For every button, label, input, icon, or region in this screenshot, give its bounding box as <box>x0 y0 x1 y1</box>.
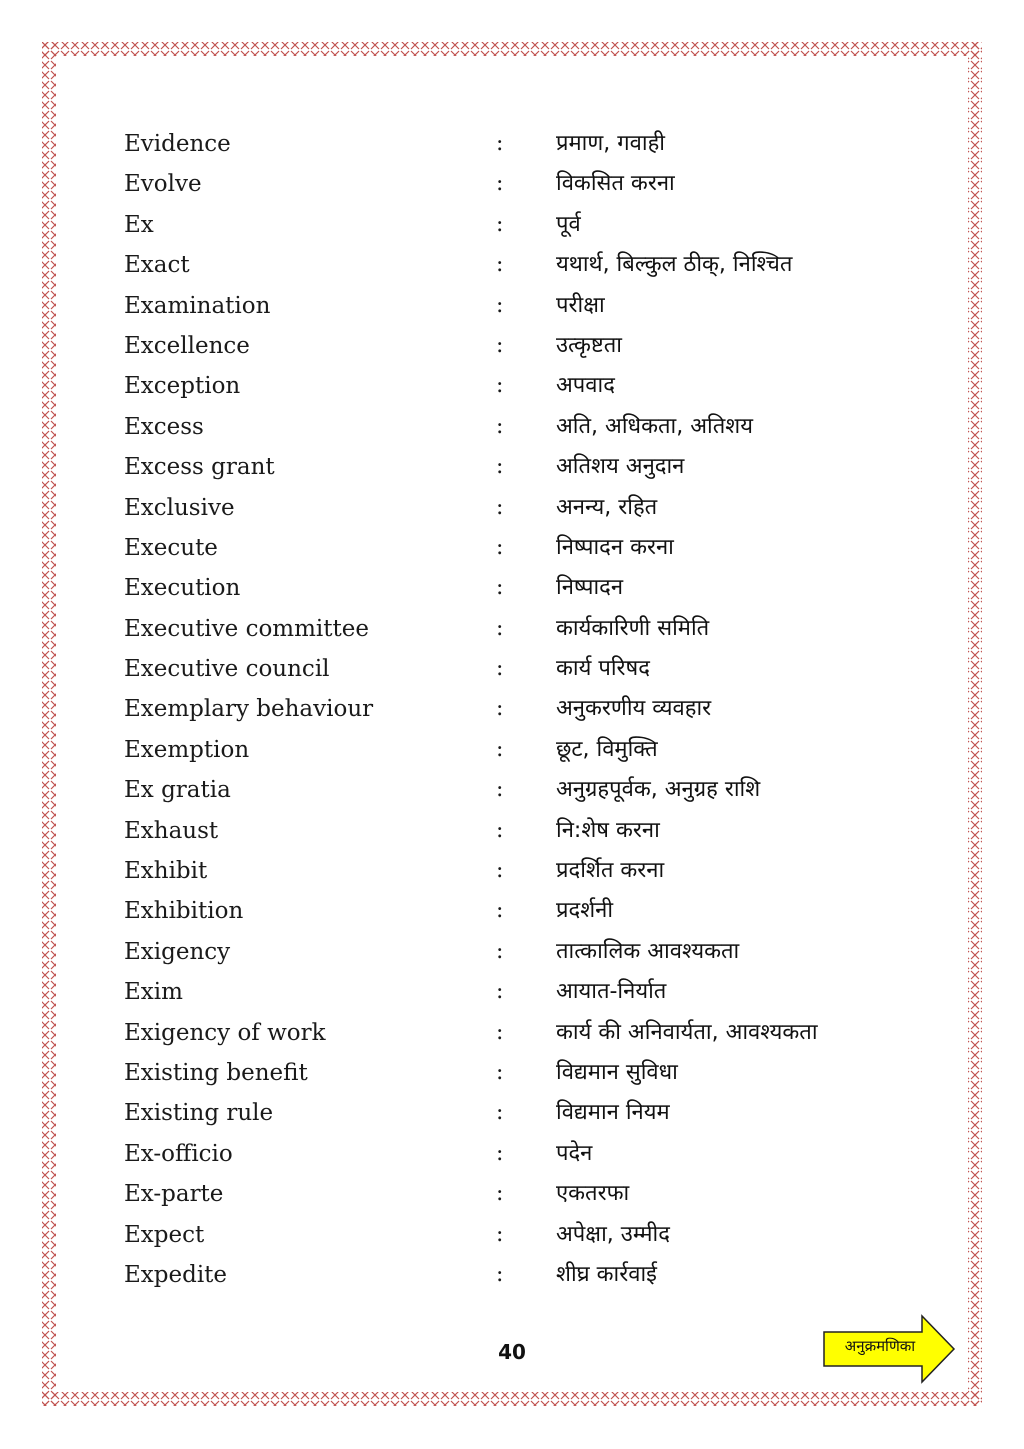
glossary-row <box>124 649 944 689</box>
hindi-meaning: यथार्थ, बिल्कुल ठीक्, निश्चित <box>556 252 793 278</box>
index-button-label: अनुक्रमणिका <box>844 1337 916 1355</box>
glossary-row <box>124 1134 944 1174</box>
glossary-row <box>124 326 944 366</box>
glossary-row <box>124 245 944 285</box>
glossary-row <box>124 932 944 972</box>
separator: : <box>496 736 504 762</box>
glossary-list <box>124 124 944 1295</box>
separator: : <box>496 1059 504 1085</box>
term: Exigency of work <box>124 1019 326 1046</box>
hindi-meaning: विकसित करना <box>556 171 675 197</box>
term: Exclusive <box>124 494 235 521</box>
term: Evidence <box>124 131 231 157</box>
term: Exhibition <box>124 898 244 925</box>
separator: : <box>496 494 504 520</box>
separator: : <box>496 898 504 924</box>
separator: : <box>496 171 504 197</box>
glossary-row <box>124 1093 944 1133</box>
hindi-meaning: कार्य परिषद <box>556 656 650 682</box>
term: Expect <box>124 1221 205 1248</box>
glossary-row <box>124 609 944 649</box>
term: Exim <box>124 979 183 1006</box>
glossary-row <box>124 568 944 608</box>
separator: : <box>496 938 504 964</box>
separator: : <box>496 615 504 641</box>
separator: : <box>496 979 504 1005</box>
separator: : <box>496 777 504 803</box>
hindi-meaning: शीघ्र कार्रवाई <box>556 1261 657 1287</box>
hindi-meaning: अनुग्रहपूर्वक, अनुग्रह राशि <box>556 777 761 803</box>
term: Ex gratia <box>124 777 231 804</box>
glossary-row <box>124 1174 944 1214</box>
hindi-meaning: उत्कृष्टता <box>556 332 622 358</box>
glossary-row <box>124 205 944 245</box>
term: Exception <box>124 373 241 400</box>
separator: : <box>496 1100 504 1126</box>
hindi-meaning: नि:शेष करना <box>556 817 660 843</box>
term: Existing rule <box>124 1100 274 1127</box>
term: Exemplary behaviour <box>124 696 374 723</box>
term: Exact <box>124 252 190 279</box>
hindi-meaning: अपवाद <box>556 373 615 399</box>
glossary-row <box>124 124 944 164</box>
separator: : <box>496 211 504 237</box>
hindi-meaning: अतिशय अनुदान <box>556 454 685 480</box>
hindi-meaning: निष्पादन <box>556 575 624 601</box>
term: Ex-officio <box>124 1140 233 1167</box>
hindi-meaning: विद्यमान नियम <box>556 1100 670 1126</box>
glossary-row <box>124 1255 944 1295</box>
glossary-row <box>124 164 944 204</box>
hindi-meaning: पदेन <box>556 1140 593 1166</box>
term: Evolve <box>124 171 202 198</box>
term: Exigency <box>124 938 231 965</box>
hindi-meaning: आयात-निर्यात <box>556 979 667 1005</box>
term: Executive committee <box>124 615 369 642</box>
separator: : <box>496 656 504 682</box>
term: Execution <box>124 575 241 602</box>
separator: : <box>496 696 504 722</box>
hindi-meaning: परीक्षा <box>556 292 605 318</box>
hindi-meaning: अति, अधिकता, अतिशय <box>556 413 753 439</box>
hindi-meaning: तात्कालिक आवश्यकता <box>556 938 740 964</box>
separator: : <box>496 413 504 439</box>
glossary-row <box>124 528 944 568</box>
glossary-row <box>124 891 944 931</box>
term: Executive council <box>124 656 330 683</box>
glossary-row <box>124 851 944 891</box>
separator: : <box>496 454 504 480</box>
term: Exhibit <box>124 858 208 885</box>
index-nav-button[interactable] <box>822 1314 958 1384</box>
hindi-meaning: अपेक्षा, उम्मीद <box>556 1221 670 1247</box>
separator: : <box>496 1261 504 1287</box>
glossary-row <box>124 972 944 1012</box>
hindi-meaning: कार्यकारिणी समिति <box>556 615 710 641</box>
glossary-row <box>124 730 944 770</box>
separator: : <box>496 332 504 358</box>
term: Existing benefit <box>124 1059 308 1086</box>
hindi-meaning: पूर्व <box>556 211 581 237</box>
term: Expedite <box>124 1261 228 1288</box>
separator: : <box>496 292 504 318</box>
separator: : <box>496 1181 504 1207</box>
term: Examination <box>124 292 271 319</box>
hindi-meaning: विद्यमान सुविधा <box>556 1059 678 1085</box>
glossary-row <box>124 488 944 528</box>
glossary-row <box>124 1215 944 1255</box>
separator: : <box>496 252 504 278</box>
separator: : <box>496 1019 504 1045</box>
separator: : <box>496 817 504 843</box>
hindi-meaning: छूट, विमुक्ति <box>556 736 658 762</box>
hindi-meaning: कार्य की अनिवार्यता, आवश्यकता <box>556 1019 818 1045</box>
separator: : <box>496 373 504 399</box>
glossary-row <box>124 407 944 447</box>
separator: : <box>496 1140 504 1166</box>
hindi-meaning: प्रदर्शित करना <box>556 858 665 884</box>
hindi-meaning: प्रदर्शनी <box>556 898 614 924</box>
term: Execute <box>124 534 218 561</box>
hindi-meaning: प्रमाण, गवाही <box>556 131 665 156</box>
page-number: 40 <box>498 1340 526 1364</box>
term: Excess grant <box>124 454 275 481</box>
term: Excess <box>124 413 204 440</box>
term: Ex <box>124 211 154 238</box>
separator: : <box>496 575 504 601</box>
glossary-row <box>124 1013 944 1053</box>
separator: : <box>496 1221 504 1247</box>
hindi-meaning: एकतरफा <box>556 1181 630 1207</box>
glossary-row <box>124 811 944 851</box>
separator: : <box>496 534 504 560</box>
glossary-row <box>124 366 944 406</box>
hindi-meaning: निष्पादन करना <box>556 534 674 560</box>
term: Exhaust <box>124 817 219 844</box>
hindi-meaning: अनन्य, रहित <box>556 494 658 520</box>
glossary-row <box>124 286 944 326</box>
term: Excellence <box>124 332 250 359</box>
glossary-row <box>124 770 944 810</box>
separator: : <box>496 131 504 156</box>
term: Ex-parte <box>124 1181 224 1208</box>
separator: : <box>496 858 504 884</box>
glossary-row <box>124 1053 944 1093</box>
hindi-meaning: अनुकरणीय व्यवहार <box>556 696 712 722</box>
glossary-row <box>124 447 944 487</box>
term: Exemption <box>124 736 250 763</box>
glossary-row <box>124 689 944 729</box>
